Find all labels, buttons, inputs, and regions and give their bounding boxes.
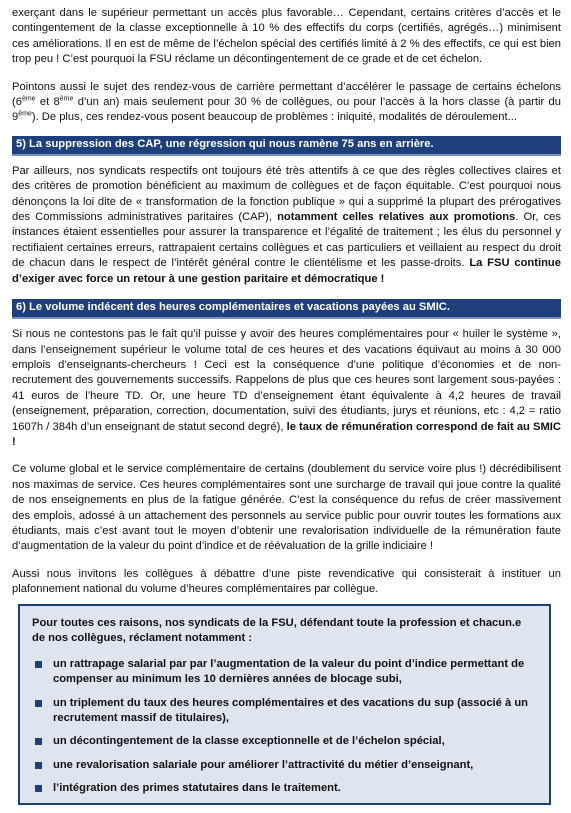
section-6-paragraph-1	[12, 327, 561, 450]
square-bullet-icon	[35, 661, 42, 668]
intro-p2-text-c: d’un an) mais seulement pour 30 % de collègues, ou pour l’accès à la hors classe (à partir du 9	[12, 96, 561, 124]
list-item	[32, 734, 537, 749]
list-item	[32, 657, 537, 688]
square-bullet-icon	[35, 785, 42, 792]
section-6-heading: 6) Le volume indécent des heures complémentaires et vacations payées au SMIC.	[12, 299, 561, 319]
intro-paragraph-1: exerçant dans le supérieur permettant un accès plus favorable… Cependant, certains critères d’accès et le contingentement de la classe exceptionnelle à 10 % des effectifs du corps (certifiés, agrégés…) minimisent ces améliorations. Il en est de même de l’échelon spécial des certifiés limité à 2 % des effectifs, ce qui est bien trop peu ! C’est pourquoi la FSU réclame un décontingentement de ce grade et de cet échelon.	[12, 7, 561, 66]
list-item-text: un triplement du taux des heures complémentaires et des vacations du sup (associé à un recrutement massif de titulaires),	[53, 696, 528, 725]
square-bullet-icon	[35, 700, 42, 707]
section-6-p1-text-a: Si nous ne contestons pas le fait qu’il puisse y avoir des heures complémentaires pour « huiler le système », dans l’enseignement supérieur le volume total de ces heures et des vacations équivaut au moins à 30 000 emplois d’enseignants-chercheurs ! Ceci est la conséquence d’une politique d’économies et de non-recrutement des gouvernements successifs. Rappelons de plus que ces heures sont largement sous-payées : 41 euros de l’heure TD. Or, une heure TD d’enseignement étant équivalente à 4,2 heures de travail (enseignement, préparation, correction, documentation, suivi des étudiants, jurys et réunions, etc : 4,2 = ratio 1607h / 384h d’un enseignant de statut second degré),	[12, 328, 561, 433]
intro-p2-text-b: et 8	[35, 96, 60, 109]
demands-box	[18, 604, 551, 805]
section-5-text-a: Par ailleurs, nos syndicats respectifs ont toujours été très attentifs à ce que des règles collectives claires et des critères de promotion bénéficient au maximum de collègues et de façon équitable. C’est pourquoi nous dénonçons la loi dite de « transformation de la fonction publique » qui a supprimé la plupart des prérogatives des Commissions administratives paritaires (CAP),	[12, 164, 561, 224]
list-item	[32, 781, 537, 796]
superscript-ordinal: ème	[18, 110, 32, 118]
section-5-paragraph	[12, 164, 561, 287]
section-5-text-c: . Or, ces instances étaient essentielles pour assurer la transparence et l’égalité de traitement ; les élus du personnel y rectifiaient certaines erreurs, rattrapaient certains collègues et cas particuliers et veillaient au respect du droit de chacun dans le respect de l’intérêt général contre le clientélisme et les passe-droits.	[12, 211, 561, 270]
demands-intro: Pour toutes ces raisons, nos syndicats de la FSU, défendant toute la profession et chacun.e de nos collègues, réclament notamment :	[32, 617, 522, 645]
list-item-text: un décontingentement de la classe exceptionnelle et de l’échelon spécial,	[53, 735, 445, 748]
square-bullet-icon	[35, 738, 42, 745]
section-5-bold-b: notamment celles relatives aux promotions	[271, 211, 516, 224]
document-page	[12, 0, 561, 610]
intro-paragraph-2	[12, 80, 561, 126]
list-item	[32, 758, 537, 773]
superscript-ordinal: ème	[59, 95, 74, 103]
demands-list	[32, 657, 537, 797]
intro-p2-text-d: ). De plus, ces rendez-vous posent beaucoup de problèmes : iniquité, modalités de déroulement...	[31, 111, 517, 124]
list-item-text: l’intégration des primes statutaires dans le traitement.	[53, 782, 341, 795]
section-6-paragraph-2: Ce volume global et le service complémentaire de certains (doublement du service voire plus !) décrédibilisent nos maximas de service. Ces heures complémentaires sont une surcharge de travail qui joue contre la qualité de nos enseignements en plus de la fatigue générée. C’est la conséquence du refus de créer massivement des emplois, adossé à un attachement des personnels au service public pour ouvrir toutes les formations aux étudiants, mais c’est avant tout le moyen d’obtenir une revalorisation individuelle de la rémunération faute d’augmentation de la valeur du point d’indice et de réévaluation de la grille indiciaire !	[12, 463, 561, 553]
section-6-paragraph-3: Aussi nous invitons les collègues à débattre d’une piste revendicative qui consisterait à instituer un plafonnement national du volume d’heures complémentaires par collègue.	[12, 567, 561, 596]
intro-p2-text-a: Pointons aussi le sujet des rendez-vous de carrière permettant d’accélérer le passage de certains échelons (6	[12, 80, 561, 109]
list-item	[32, 696, 537, 727]
list-item-text: un rattrapage salarial par par l’augmentation de la valeur du point d’indice permettant de compenser au minimum les 10 dernières années de blocage subi,	[53, 657, 525, 686]
section-5-bold-d: La FSU continue d’exiger avec force un retour à une gestion paritaire et démocratique !	[12, 257, 561, 285]
list-item-text: une revalorisation salariale pour améliorer l’attractivité du métier d’enseignant,	[53, 758, 474, 771]
superscript-ordinal: ème	[21, 95, 36, 103]
section-5-heading: 5) La suppression des CAP, une régression qui nous ramène 75 ans en arrière.	[12, 136, 561, 156]
square-bullet-icon	[35, 762, 42, 769]
section-6-p1-bold-b: le taux de rémunération correspond de fait au SMIC !	[12, 420, 561, 448]
